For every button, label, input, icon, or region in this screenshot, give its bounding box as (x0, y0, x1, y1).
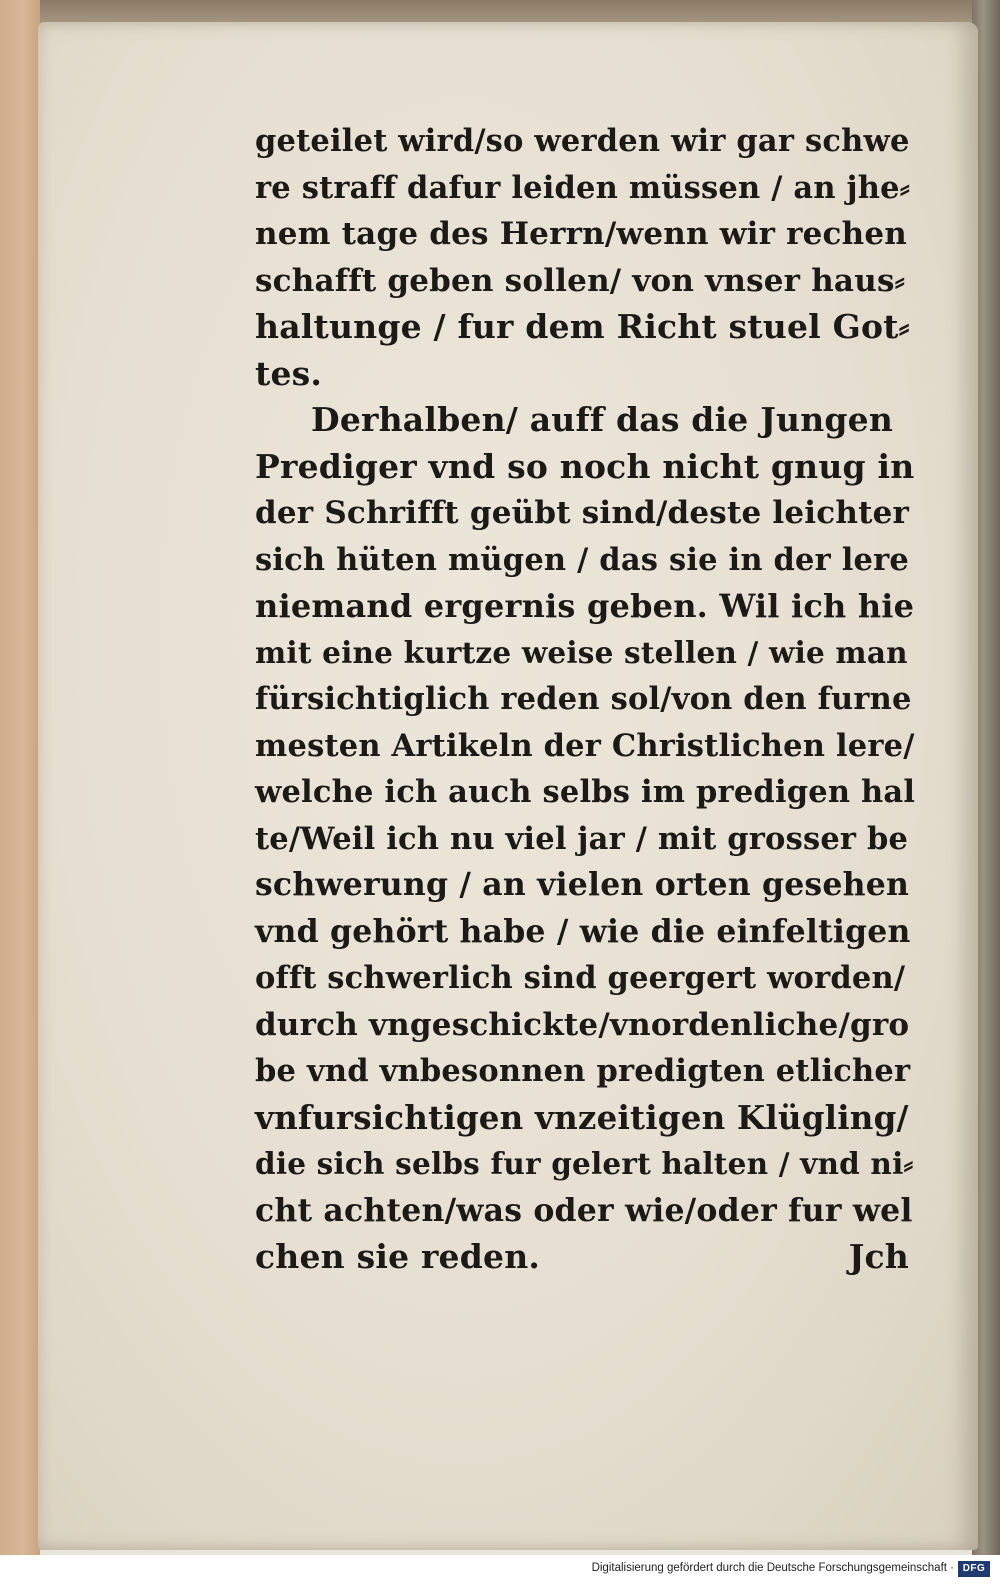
catchword: Jch (848, 1237, 909, 1276)
printed-text-block (255, 118, 915, 1281)
text-line: durch vngeschickte/vnordenliche/gro (255, 1006, 910, 1043)
text-line: schwerung / an vielen orten gesehen (255, 866, 910, 903)
text-line: schafft geben sollen/ von vnser haus⸗ (255, 262, 906, 299)
text-line: geteilet wird/so werden wir gar schwe (255, 123, 910, 159)
text-line: cht achten/was oder wie/oder fur wel (255, 1191, 913, 1229)
text-line-final: chen sie reden. (255, 1237, 541, 1276)
digitization-footer (0, 1555, 1000, 1587)
text-line: mesten Artikeln der Christlichen lere/ (255, 727, 915, 764)
text-line-paragraph-start: Derhalben/ auff das die Jungen (311, 400, 894, 439)
text-line: vnfursichtigen vnzeitigen Klügling/ (255, 1097, 909, 1137)
book-cover-left-edge (0, 0, 40, 1555)
dfg-logo: DFG (958, 1561, 990, 1577)
text-line: tes. (255, 353, 323, 393)
text-line: nem tage des Herrn/wenn wir rechen (255, 216, 908, 252)
text-line: fürsichtiglich reden sol/von den furne (255, 681, 912, 717)
text-line: re straff dafur leiden müssen / an jhe⸗ (255, 169, 911, 206)
text-line: offt schwerlich sind geergert worden/ (255, 960, 906, 996)
text-line: be vnd vnbesonnen predigten etlicher (255, 1053, 911, 1089)
text-line: vnd gehört habe / wie die einfeltigen (255, 912, 911, 950)
text-line: die sich selbs fur gelert halten / vnd ni⸗ (255, 1146, 914, 1181)
text-line: welche ich auch selbs im predigen hal (255, 774, 916, 810)
text-line: der Schrifft geübt sind/deste leichter (255, 495, 910, 531)
text-line: haltunge / fur dem Richt stuel Got⸗ (255, 307, 910, 346)
text-line: Prediger vnd so noch nicht gnug in (255, 446, 915, 486)
text-line: sich hüten mügen / das sie in der lere (255, 541, 910, 578)
text-line-last (255, 1234, 915, 1281)
text-line: te/Weil ich nu viel jar / mit grosser be (255, 820, 909, 857)
text-line: niemand ergernis geben. Wil ich hie (255, 587, 915, 625)
text-line: mit eine kurtze weise stellen / wie man (255, 634, 908, 670)
funding-credit: Digitalisierung gefördert durch die Deutsche Forschungsgemeinschaft · (591, 1562, 954, 1574)
